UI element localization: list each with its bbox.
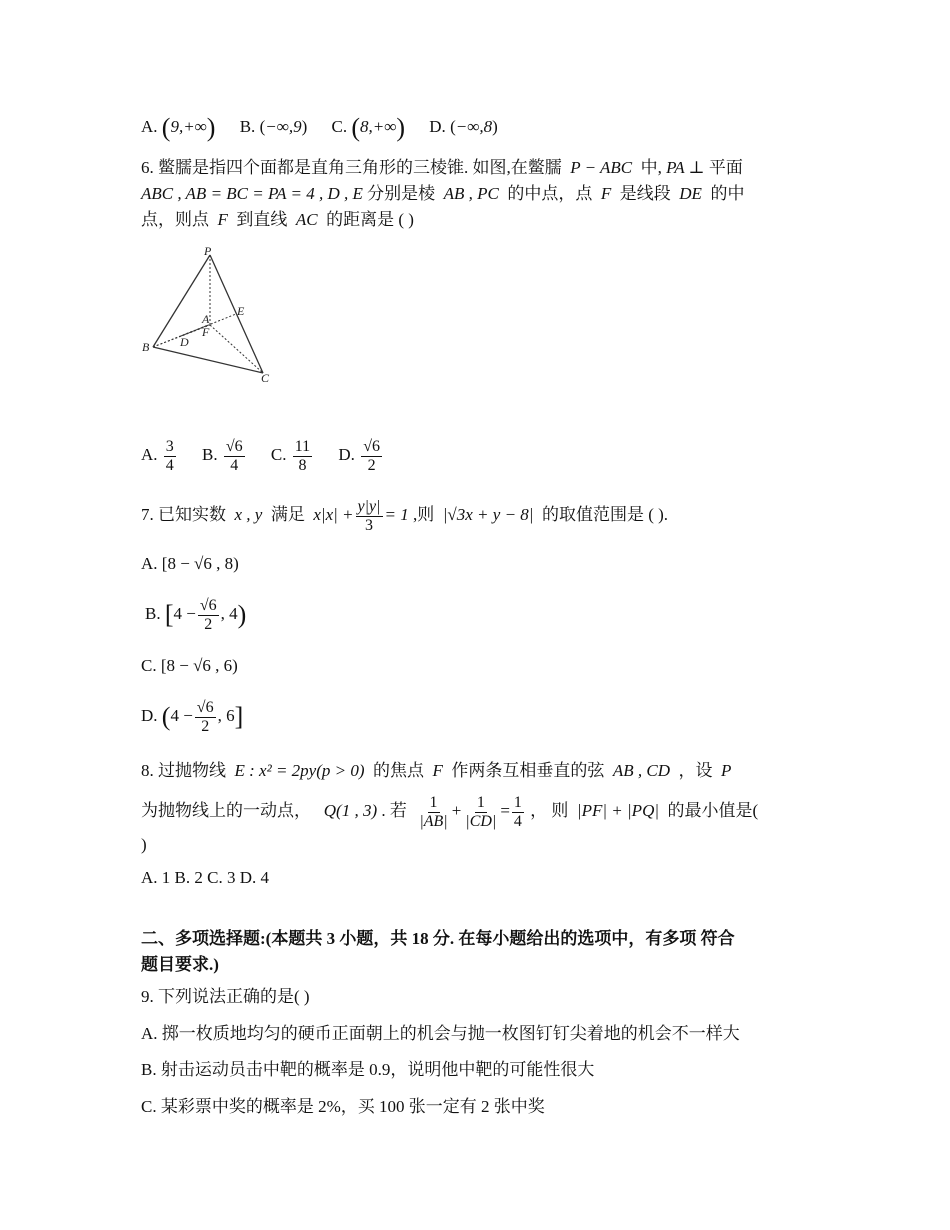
q7-option-d: D. (4 − $\frac{√6}{2}$ , 6] xyxy=(141,698,244,735)
q8-stem-line1: 8. 过抛物线 E : x² = 2py(p > 0) 的焦点 F 作两条互相垂直的弦 AB , CD ，设 P xyxy=(141,761,732,780)
q7-option-b: B. [4 − $\frac{√6}{2}$ , 4) xyxy=(145,596,247,633)
label-b: B xyxy=(142,340,150,354)
q9-option-a: A. 掷一枚质地均匀的硬币正面朝上的机会与抛一枚图钉钉尖着地的机会不一样大 xyxy=(141,1024,740,1043)
label-e: E xyxy=(237,304,245,318)
q6-stem-line2: ABC , AB = BC = PA = 4 , D , E 分别是棱 AB , PC 的中点，点 F 是线段 DE 的中 xyxy=(141,184,745,203)
section-2-heading-line2: 题目要求.) xyxy=(141,955,219,974)
edge-bc xyxy=(153,347,263,373)
q6-options xyxy=(141,433,384,477)
label-p: P xyxy=(204,244,212,258)
label-c: C xyxy=(261,371,270,385)
q6-option-a: A. $\frac{3}{4}$ xyxy=(141,437,174,474)
label-f: F xyxy=(202,325,210,339)
q8-stem-line2: 为抛物线上的一动点， Q(1 , 3) . 若 $\frac{1}{|AB|}$ + $\frac{1}{|CD|}$ = $\frac{1}{4}$ ， 则 |PF| + |PQ| 的最小值是( xyxy=(141,793,759,830)
q5-option-c: C. (8,+∞) xyxy=(331,113,406,143)
q6-option-c: C. $\frac{11}{8}$ xyxy=(270,437,311,474)
q7-option-a: A. [8 − √6 , 8) xyxy=(141,554,239,573)
q5-option-d: D. (−∞,8) xyxy=(429,117,498,136)
section-2-heading-line1: 二、多项选择题:(本题共 3 小题，共 18 分. 在每小题给出的选项中，有多项 符合 xyxy=(141,929,735,948)
q7-stem: 7. 已知实数 x , y 满足 x|x| + $\frac{y|y|}{3}$ = 1 ,则 |√3x + y − 8| 的取值范围是 ( ). xyxy=(141,497,669,534)
q6-tetrahedron-figure xyxy=(140,243,280,388)
q6-option-b: B. $\frac{√6}{4}$ xyxy=(202,437,243,474)
q5-option-b: B. (−∞,9) xyxy=(239,117,308,136)
edge-ac xyxy=(210,325,263,373)
q6-stem-line3: 点，则点 F 到直线 AC 的距离是 ( ) xyxy=(141,210,414,229)
q8-stem-line3: ) xyxy=(141,835,147,854)
q6-option-d: D. $\frac{√6}{2}$ xyxy=(338,437,380,474)
q8-options: A. 1 B. 2 C. 3 D. 4 xyxy=(141,868,269,887)
q9-stem: 9. 下列说法正确的是( ) xyxy=(141,987,310,1006)
q9-option-b: B. 射击运动员击中靶的概率是 0.9，说明他中靶的可能性很大 xyxy=(141,1060,595,1079)
q6-stem-line1: 6. 鳖臑是指四个面都是直角三角形的三棱锥. 如图,在鳖臑 P − ABC 中, PA ⊥ 平面 xyxy=(141,158,743,177)
q9-option-c: C. 某彩票中奖的概率是 2%，买 100 张一定有 2 张中奖 xyxy=(141,1097,545,1116)
q7-option-c: C. [8 − √6 , 6) xyxy=(141,656,238,675)
q5-option-a: A. (9,+∞) xyxy=(141,113,216,143)
label-a: A xyxy=(202,312,210,326)
label-d: D xyxy=(180,335,189,349)
q5-options xyxy=(141,113,498,143)
